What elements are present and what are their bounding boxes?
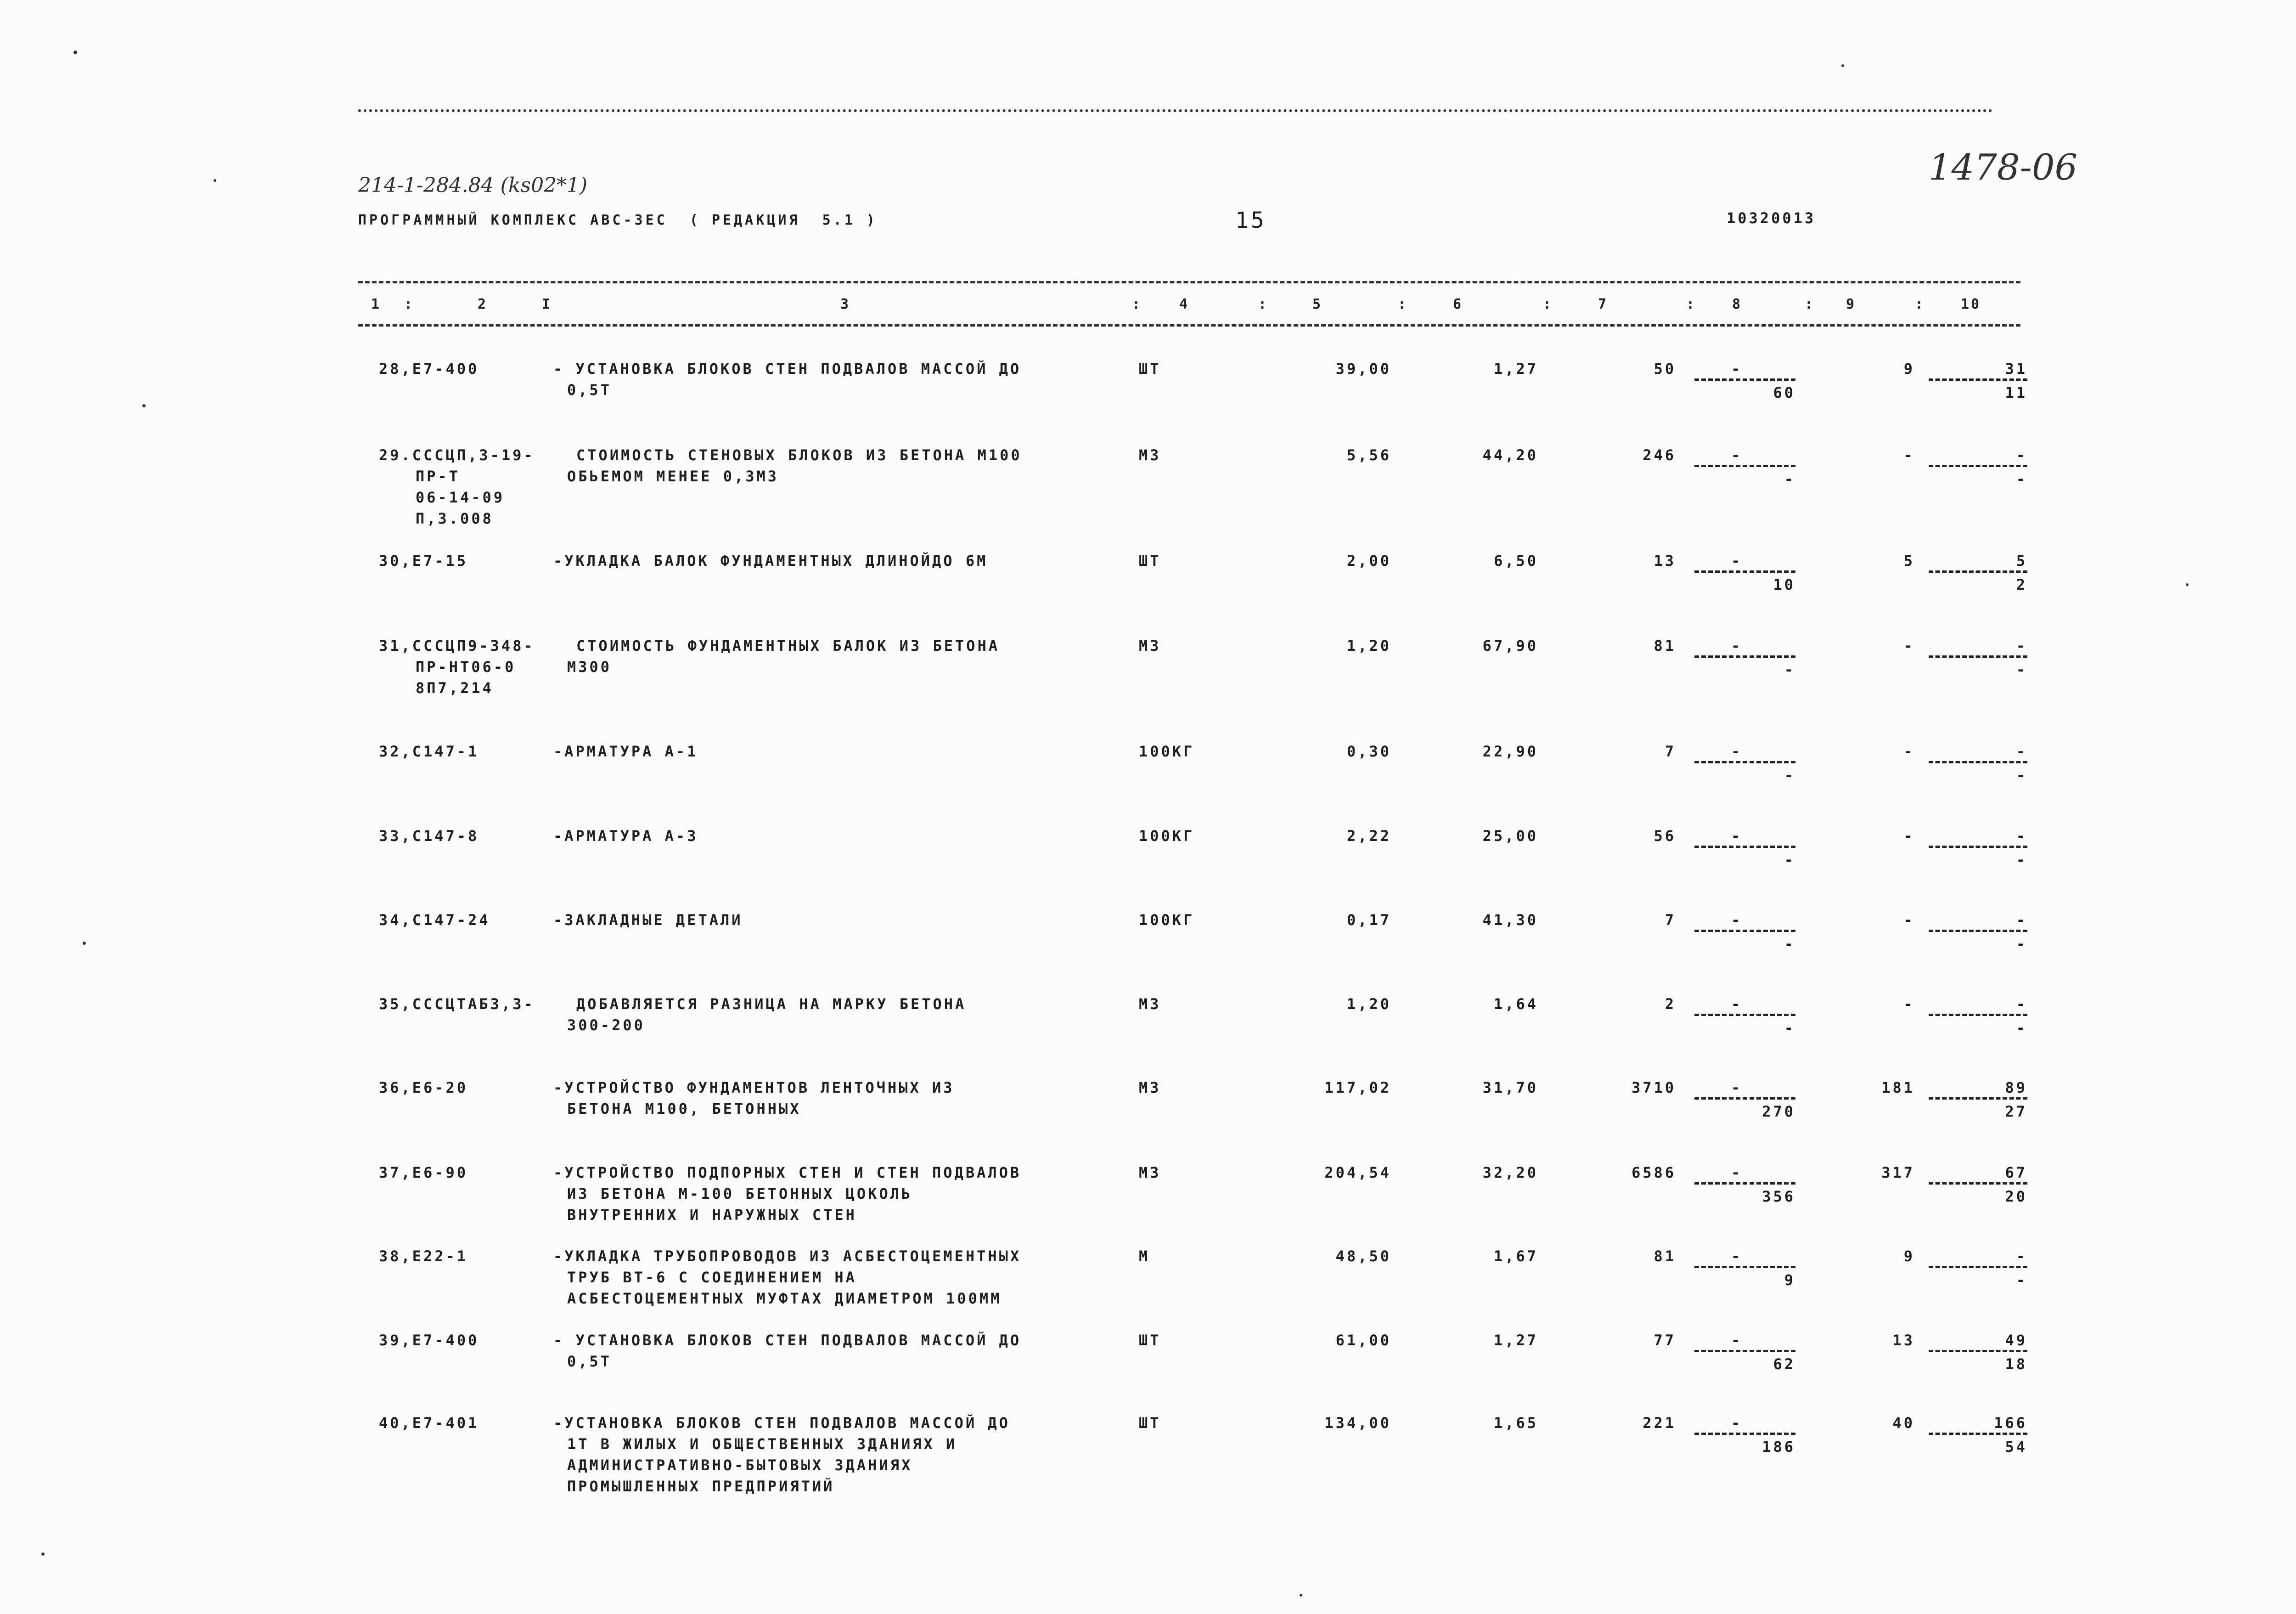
row-quantity: 117,02 — [1324, 1079, 1391, 1096]
row-col9: 9 — [1903, 1247, 1915, 1265]
row-col10-top: - — [2016, 911, 2027, 929]
row-unit-price: 22,90 — [1482, 743, 1538, 760]
row-col10-top: 166 — [1994, 1414, 2027, 1432]
row-description: - УСТАНОВКА БЛОКОВ СТЕН ПОДВАЛОВ МАССОЙ ДО — [553, 1332, 1022, 1349]
fraction-line — [1929, 570, 2027, 573]
row-description: -УСТРОЙСТВО ФУНДАМЕНТОВ ЛЕНТОЧНЫХ ИЗ — [553, 1079, 955, 1096]
row-col9: 13 — [1892, 1332, 1915, 1349]
column-header-5: 5 — [1312, 296, 1323, 312]
column-header-1: 1 — [371, 296, 382, 312]
row-description: -УСТРОЙСТВО ПОДПОРНЫХ СТЕН И СТЕН ПОДВАЛОВ — [553, 1164, 1022, 1181]
row-unit: ШТ — [1139, 1332, 1161, 1349]
row-col10-bottom: 11 — [2005, 384, 2027, 401]
row-unit: ШТ — [1139, 360, 1161, 378]
row-col8-top: - — [1731, 911, 1743, 929]
row-col8-top: - — [1731, 1164, 1743, 1181]
fraction-line — [1694, 655, 1795, 658]
fraction-line — [1694, 930, 1795, 932]
column-header-8: 8 — [1732, 296, 1743, 312]
fraction-line — [1929, 1014, 2027, 1016]
row-unit-price: 1,65 — [1493, 1414, 1538, 1432]
row-col9: 9 — [1903, 360, 1915, 378]
row-col9: - — [1903, 827, 1915, 845]
row-col10-top: - — [2016, 446, 2027, 464]
row-col8-top: - — [1731, 743, 1743, 760]
handwritten-code: 1478-06 — [1929, 147, 2078, 188]
row-col10-top: - — [2016, 743, 2027, 760]
scan-speck — [73, 51, 77, 54]
row-quantity: 1,20 — [1346, 637, 1391, 655]
column-separator: : — [1915, 296, 1926, 312]
fraction-line — [1929, 1097, 2027, 1100]
fraction-line — [1929, 1433, 2027, 1435]
row-unit-price: 31,70 — [1482, 1079, 1538, 1096]
row-col9: 317 — [1881, 1164, 1915, 1181]
row-col10-bottom: - — [2016, 935, 2027, 953]
fraction-line — [1929, 1182, 2027, 1185]
row-description: -АРМАТУРА А-3 — [553, 827, 698, 845]
row-unit-price: 25,00 — [1482, 827, 1538, 845]
row-total: 81 — [1654, 637, 1676, 655]
row-quantity: 2,22 — [1346, 827, 1391, 845]
scan-speck — [83, 942, 86, 945]
row-description: -УСТАНОВКА БЛОКОВ СТЕН ПОДВАЛОВ МАССОЙ ДО — [553, 1414, 1010, 1432]
row-col8-bottom: - — [1784, 661, 1795, 678]
row-col10-top: 89 — [2005, 1079, 2027, 1096]
page-mark: 15 — [1235, 208, 1266, 233]
fraction-line — [1694, 465, 1795, 467]
row-col10-top: - — [2016, 637, 2027, 655]
row-col10-top: 31 — [2005, 360, 2027, 378]
column-header-7: 7 — [1598, 296, 1609, 312]
column-header-10: 10 — [1961, 296, 1981, 312]
row-total: 246 — [1643, 446, 1676, 464]
row-code-note: 06-14-09 — [416, 489, 505, 506]
row-col8-bottom: - — [1784, 767, 1795, 784]
column-header-6: 6 — [1453, 296, 1463, 312]
row-total: 77 — [1654, 1332, 1676, 1349]
row-col8-bottom: - — [1784, 470, 1795, 488]
row-col10-bottom: 18 — [2005, 1355, 2027, 1373]
row-col8-top: - — [1731, 446, 1743, 464]
column-separators: : — [404, 296, 415, 312]
row-description: 1Т В ЖИЛЫХ И ОБЩЕСТВЕННЫХ ЗДАНИЯХ И — [567, 1435, 957, 1453]
header-rule-top — [358, 281, 2020, 283]
row-col8-bottom: 356 — [1762, 1188, 1795, 1205]
row-unit: М3 — [1139, 995, 1161, 1013]
row-col9: 5 — [1903, 552, 1915, 570]
handwritten-reference: 214-1-284.84 (ks02‪*1) — [358, 174, 588, 197]
row-total: 221 — [1643, 1414, 1676, 1432]
row-code: 28,Е7-400 — [379, 360, 479, 378]
row-quantity: 2,00 — [1346, 552, 1391, 570]
fraction-line — [1694, 846, 1795, 848]
row-unit-price: 6,50 — [1493, 552, 1538, 570]
row-description: БЕТОНА М100, БЕТОННЫХ — [567, 1100, 801, 1117]
row-quantity: 0,17 — [1346, 911, 1391, 929]
column-header-9: 9 — [1846, 296, 1857, 312]
row-unit: 100КГ — [1139, 911, 1195, 929]
row-quantity: 204,54 — [1324, 1164, 1391, 1181]
row-quantity: 61,00 — [1335, 1332, 1391, 1349]
column-separator: : — [1398, 296, 1409, 312]
row-col8-top: - — [1731, 1079, 1743, 1096]
fraction-line — [1929, 655, 2027, 658]
row-col8-top: - — [1731, 995, 1743, 1013]
row-unit: ШТ — [1139, 552, 1161, 570]
row-quantity: 0,30 — [1346, 743, 1391, 760]
row-unit-price: 1,27 — [1493, 1332, 1538, 1349]
row-col9: 40 — [1892, 1414, 1915, 1432]
row-total: 7 — [1665, 911, 1676, 929]
row-description: -УКЛАДКА ТРУБОПРОВОДОВ ИЗ АСБЕСТОЦЕМЕНТНЫХ — [553, 1247, 1022, 1265]
row-col10-top: 49 — [2005, 1332, 2027, 1349]
row-description: М300 — [567, 658, 612, 676]
row-total: 2 — [1665, 995, 1676, 1013]
row-code: 30,Е7-15 — [379, 552, 468, 570]
row-code: 33,С147-8 — [379, 827, 479, 845]
row-col8-bottom: 186 — [1762, 1438, 1795, 1456]
row-total: 7 — [1665, 743, 1676, 760]
row-total: 3710 — [1631, 1079, 1676, 1096]
fraction-line — [1694, 378, 1795, 381]
row-unit: ШТ — [1139, 1414, 1161, 1432]
row-unit-price: 32,20 — [1482, 1164, 1538, 1181]
row-col8-top: - — [1731, 1332, 1743, 1349]
column-header-2: 2 — [478, 296, 488, 312]
row-col9: - — [1903, 446, 1915, 464]
row-description: ОБЬЕМОМ МЕНЕЕ 0,3М3 — [567, 468, 779, 485]
row-code: 38,Е22-1 — [379, 1247, 468, 1265]
row-description: 300-200 — [567, 1016, 645, 1034]
row-col9: - — [1903, 637, 1915, 655]
fraction-line — [1694, 1097, 1795, 1100]
row-unit-price: 1,27 — [1493, 360, 1538, 378]
row-unit-price: 1,64 — [1493, 995, 1538, 1013]
row-description: АДМИНИСТРАТИВНО-БЫТОВЫХ ЗДАНИЯХ — [567, 1456, 913, 1474]
row-unit-price: 41,30 — [1482, 911, 1538, 929]
row-col10-top: - — [2016, 827, 2027, 845]
fraction-line — [1929, 930, 2027, 932]
row-col10-top: - — [2016, 995, 2027, 1013]
row-unit-price: 67,90 — [1482, 637, 1538, 655]
scan-speck — [2186, 583, 2189, 586]
column-separator: I — [542, 296, 553, 312]
row-col10-top: 67 — [2005, 1164, 2027, 1181]
row-code-note: П,3.008 — [416, 510, 494, 527]
row-col10-bottom: - — [2016, 851, 2027, 869]
program-line: ПРОГРАММНЫЙ КОМПЛЕКС АВС-ЗЕС ( РЕДАКЦИЯ 5.1 ) — [358, 212, 878, 228]
scan-speck — [41, 1552, 45, 1556]
row-col8-top: - — [1731, 827, 1743, 845]
column-header-3: 3 — [840, 296, 851, 312]
column-separator: : — [1132, 296, 1143, 312]
row-code-note: 8П7,214 — [416, 679, 494, 697]
row-description: СТОИМОСТЬ СТЕНОВЫХ БЛОКОВ ИЗ БЕТОНА М100 — [576, 446, 1022, 464]
row-col10-bottom: - — [2016, 470, 2027, 488]
row-col8-bottom: - — [1784, 851, 1795, 869]
row-col10-top: - — [2016, 1247, 2027, 1265]
row-code: 40,Е7-401 — [379, 1414, 479, 1432]
row-total: 50 — [1654, 360, 1676, 378]
row-code: 31,СССЦП9-348- — [379, 637, 535, 655]
row-code: 35,СССЦТАБ3,3- — [379, 995, 535, 1013]
row-col10-top: 5 — [2016, 552, 2027, 570]
row-unit: М — [1139, 1247, 1150, 1265]
row-code: 36,Е6-20 — [379, 1079, 468, 1096]
scan-speck — [214, 179, 216, 182]
row-col10-bottom: 20 — [2005, 1188, 2027, 1205]
row-total: 81 — [1654, 1247, 1676, 1265]
row-col9: 181 — [1881, 1079, 1915, 1096]
row-unit: М3 — [1139, 1079, 1161, 1096]
row-description: ВНУТРЕННИХ И НАРУЖНЫХ СТЕН — [567, 1206, 857, 1224]
row-quantity: 134,00 — [1324, 1414, 1391, 1432]
row-total: 6586 — [1631, 1164, 1676, 1181]
fraction-line — [1929, 465, 2027, 467]
row-total: 56 — [1654, 827, 1676, 845]
fraction-line — [1694, 1433, 1795, 1435]
fraction-line — [1694, 570, 1795, 573]
row-unit-price: 44,20 — [1482, 446, 1538, 464]
row-code: 29.СССЦП,3-19- — [379, 446, 535, 464]
row-col9: - — [1903, 995, 1915, 1013]
top-dotted-line — [358, 109, 1993, 112]
row-code-note: ПР-Т — [416, 468, 461, 485]
scan-speck — [142, 404, 146, 407]
row-col9: - — [1903, 911, 1915, 929]
row-description: ПРОМЫШЛЕННЫХ ПРЕДПРИЯТИЙ — [567, 1478, 835, 1495]
row-col9: - — [1903, 743, 1915, 760]
scan-speck — [1841, 64, 1844, 67]
row-code: 32,С147-1 — [379, 743, 479, 760]
fraction-line — [1694, 1182, 1795, 1185]
fraction-line — [1929, 1266, 2027, 1268]
row-description: -АРМАТУРА А-1 — [553, 743, 698, 760]
fraction-line — [1929, 846, 2027, 848]
row-col8-bottom: 60 — [1773, 384, 1795, 401]
scan-speck — [1300, 1594, 1302, 1597]
fraction-line — [1929, 1350, 2027, 1352]
row-quantity: 48,50 — [1335, 1247, 1391, 1265]
row-description: ТРУБ ВТ-6 С СОЕДИНЕНИЕМ НА — [567, 1269, 857, 1286]
row-total: 13 — [1654, 552, 1676, 570]
row-description: 0,5Т — [567, 1353, 612, 1370]
fraction-line — [1929, 761, 2027, 763]
row-description: -УКЛАДКА БАЛОК ФУНДАМЕНТНЫХ ДЛИНОЙДО 6М — [553, 552, 988, 570]
document-number: 10320013 — [1727, 209, 1816, 227]
row-col8-top: - — [1731, 360, 1743, 378]
column-separator: : — [1543, 296, 1554, 312]
row-unit: М3 — [1139, 446, 1161, 464]
row-col8-top: - — [1731, 637, 1743, 655]
column-separator: : — [1805, 296, 1816, 312]
row-description: СТОИМОСТЬ ФУНДАМЕНТНЫХ БАЛОК ИЗ БЕТОНА — [576, 637, 1000, 655]
row-description: -ЗАКЛАДНЫЕ ДЕТАЛИ — [553, 911, 743, 929]
row-col10-bottom: 27 — [2005, 1103, 2027, 1120]
fraction-line — [1694, 1350, 1795, 1352]
column-header-4: 4 — [1179, 296, 1190, 312]
fraction-line — [1929, 378, 2027, 381]
row-col10-bottom: - — [2016, 1019, 2027, 1037]
fraction-line — [1694, 1266, 1795, 1268]
row-code: 34,С147-24 — [379, 911, 490, 929]
row-col8-top: - — [1731, 552, 1743, 570]
row-code: 37,Е6-90 — [379, 1164, 468, 1181]
row-col10-bottom: - — [2016, 1271, 2027, 1289]
row-quantity: 1,20 — [1346, 995, 1391, 1013]
row-col8-bottom: - — [1784, 935, 1795, 953]
row-description: - УСТАНОВКА БЛОКОВ СТЕН ПОДВАЛОВ МАССОЙ ДО — [553, 360, 1022, 378]
row-col10-bottom: 54 — [2005, 1438, 2027, 1456]
fraction-line — [1694, 761, 1795, 763]
row-col10-bottom: - — [2016, 767, 2027, 784]
row-col8-bottom: 270 — [1762, 1103, 1795, 1120]
row-quantity: 5,56 — [1346, 446, 1391, 464]
header-rule-bottom — [358, 324, 2020, 327]
column-separator: : — [1686, 296, 1697, 312]
row-col8-bottom: 62 — [1773, 1355, 1795, 1373]
row-col8-top: - — [1731, 1247, 1743, 1265]
row-col8-bottom: 10 — [1773, 576, 1795, 593]
row-unit: 100КГ — [1139, 827, 1195, 845]
column-separator: : — [1258, 296, 1269, 312]
row-code-note: ПР-НТ06-0 — [416, 658, 516, 676]
row-unit: М3 — [1139, 637, 1161, 655]
row-col8-bottom: 9 — [1784, 1271, 1795, 1289]
row-description: ДОБАВЛЯЕТСЯ РАЗНИЦА НА МАРКУ БЕТОНА — [576, 995, 967, 1013]
row-col10-bottom: 2 — [2016, 576, 2027, 593]
row-col10-bottom: - — [2016, 661, 2027, 678]
row-unit: М3 — [1139, 1164, 1161, 1181]
row-description: 0,5Т — [567, 381, 612, 399]
row-code: 39,Е7-400 — [379, 1332, 479, 1349]
fraction-line — [1694, 1014, 1795, 1016]
row-description: АСБЕСТОЦЕМЕНТНЫХ МУФТАХ ДИАМЕТРОМ 100ММ — [567, 1290, 1002, 1307]
row-description: ИЗ БЕТОНА М-100 БЕТОННЫХ ЦОКОЛЬ — [567, 1185, 913, 1202]
row-quantity: 39,00 — [1335, 360, 1391, 378]
row-unit: 100КГ — [1139, 743, 1195, 760]
row-unit-price: 1,67 — [1493, 1247, 1538, 1265]
row-col8-bottom: - — [1784, 1019, 1795, 1037]
row-col8-top: - — [1731, 1414, 1743, 1432]
